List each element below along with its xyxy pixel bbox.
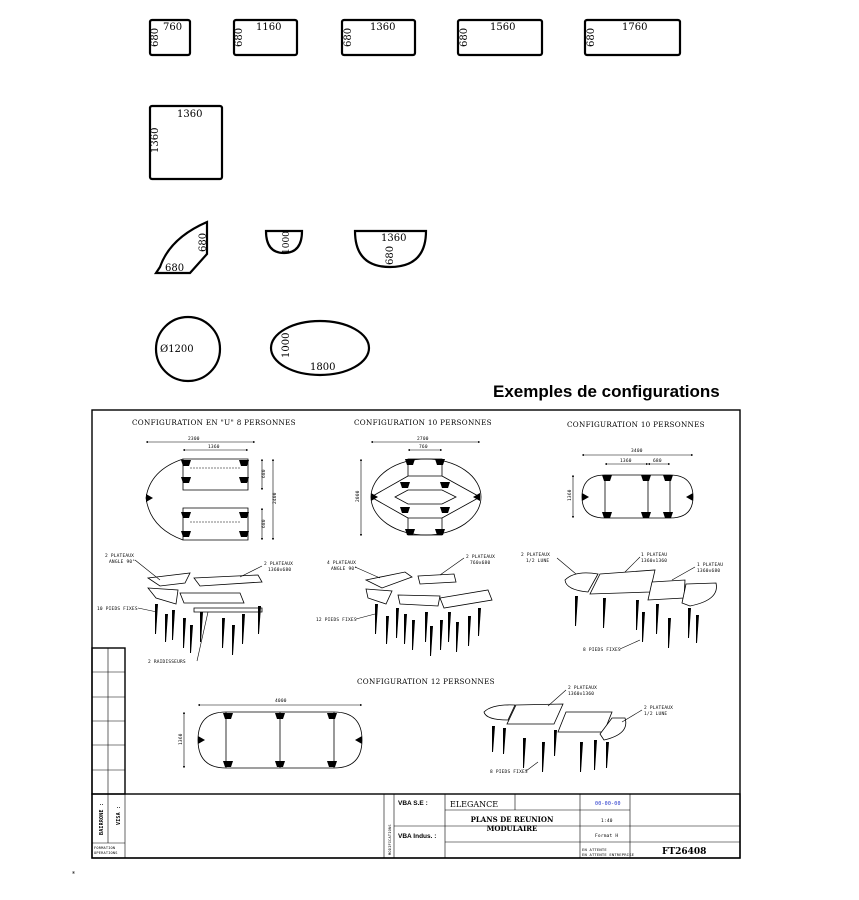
dim-height: 680 xyxy=(234,27,245,47)
config-title: CONFIGURATION 10 PERSONNES xyxy=(567,420,705,429)
dim-height: 680 xyxy=(459,27,470,47)
config-u-8 xyxy=(97,418,296,665)
dim-side: 1360 xyxy=(179,733,184,745)
label-bairrone: BAIRRONE : xyxy=(99,802,105,835)
label-plat: 2 PLATEAUX xyxy=(264,562,294,567)
dim-height: 680 xyxy=(343,27,354,47)
legs xyxy=(575,596,699,648)
reference: FT26408 xyxy=(662,847,707,857)
dim-top: 4000 xyxy=(275,699,287,704)
config-10-a xyxy=(316,418,495,656)
label-plat: 2 PLATEAUX xyxy=(568,686,598,691)
dim-v: 1000 xyxy=(282,231,292,254)
dim-side: 2400 xyxy=(273,492,278,504)
title-block xyxy=(92,794,740,858)
label-pieds: 12 PIEDS FIXES xyxy=(316,618,357,623)
dim-b: 680 xyxy=(262,519,267,528)
shape-corner-90 xyxy=(156,222,209,274)
dim-width: 1800 xyxy=(310,362,336,373)
label-pieds: 8 PIEDS FIXES xyxy=(583,648,621,653)
dim-width: 1560 xyxy=(490,22,516,33)
label-pieds: 8 PIEDS FIXES xyxy=(490,770,528,775)
dim-diameter: Ø1200 xyxy=(160,344,194,355)
plans-title: PLANS DE REUNION xyxy=(470,815,554,824)
dim-width: 1760 xyxy=(622,22,648,33)
shape-1360x1360 xyxy=(150,106,222,179)
label-plat: 2 PLATEAUX xyxy=(466,555,496,560)
label-formation: FORMATION xyxy=(94,846,116,850)
plans-title-2: MODULAIRE xyxy=(486,824,538,833)
dim-width: 760 xyxy=(163,22,183,33)
shape-quarter-moon xyxy=(266,231,302,254)
label-plat-2: 760x680 xyxy=(470,561,491,566)
date-value: 00-00-00 xyxy=(595,801,621,807)
label-plat1: 1 PLATEAU xyxy=(641,553,668,558)
dim-width: 1360 xyxy=(177,109,203,120)
dessine-1: EN ATTENTE xyxy=(582,847,607,852)
dessine-2: EN ATTENTE ENTREPRISE xyxy=(582,852,635,857)
shape-oval xyxy=(271,321,369,375)
label-angle: 4 PLATEAUX xyxy=(327,561,357,566)
dim-top: 2300 xyxy=(188,437,200,442)
section-heading: Exemples de configurations xyxy=(493,382,720,401)
shape-half-moon xyxy=(355,231,426,267)
label-raidisseurs: 2 RAIDISSEURS xyxy=(148,660,186,665)
label-angle-2: ANGLE 90° xyxy=(109,560,136,565)
label-plat1-2: 1360x1360 xyxy=(641,559,668,564)
shape-1360x680 xyxy=(342,20,415,55)
shape-1760x680 xyxy=(585,20,680,55)
label-plat2-2: 1360x680 xyxy=(697,569,721,574)
config-10-b xyxy=(521,420,723,653)
dim-width: 1160 xyxy=(256,22,282,33)
shape-1160x680 xyxy=(234,20,297,55)
config-title: CONFIGURATION 10 PERSONNES xyxy=(354,418,492,427)
dim-top: 3400 xyxy=(631,449,643,454)
label-lune-2: 1/2 LUNE xyxy=(526,559,550,564)
label-plat-2: 1360x1360 xyxy=(568,692,595,697)
config-12 xyxy=(178,677,673,775)
product-name: ELEGANCE xyxy=(450,800,499,809)
label-lune: 2 PLATEAUX xyxy=(644,706,674,711)
label-lune: 2 PLATEAUX xyxy=(521,553,551,558)
dim-top: 2700 xyxy=(417,437,429,442)
label-pieds: 10 PIEDS FIXES xyxy=(97,607,138,612)
dim-width: 1360 xyxy=(381,233,407,244)
label-angle-2: ANGLE 90° xyxy=(331,567,358,572)
dim-b: 680 xyxy=(198,232,209,252)
dim-b: 680 xyxy=(653,459,662,464)
dim-height: 680 xyxy=(586,27,597,47)
dim-inner: 760 xyxy=(419,445,428,450)
dim-height: 1000 xyxy=(281,332,292,358)
label-vba-se: VBA S.E : xyxy=(398,800,428,807)
dim-inner: 1360 xyxy=(208,445,220,450)
label-vba-indus: VBA Indus. : xyxy=(398,833,437,840)
legs xyxy=(492,726,609,772)
label-angle: 2 PLATEAUX xyxy=(105,554,135,559)
label-lune-2: 1/2 LUNE xyxy=(644,712,668,717)
dim-side: 2000 xyxy=(356,490,361,502)
dim-a: 680 xyxy=(262,469,267,478)
dim-height: 680 xyxy=(150,27,161,47)
config-title: CONFIGURATION 12 PERSONNES xyxy=(357,677,495,686)
dim-side: 1360 xyxy=(568,489,573,501)
dim-a: 1360 xyxy=(620,459,632,464)
revision-grid xyxy=(92,648,125,794)
dim-a: 680 xyxy=(165,263,185,274)
format-value: Format H xyxy=(595,834,619,839)
shape-circle xyxy=(156,317,220,381)
shape-760x680 xyxy=(150,20,190,55)
label-plat-2: 1360x680 xyxy=(268,568,292,573)
shape-1560x680 xyxy=(458,20,542,55)
scale-value: 1:40 xyxy=(601,819,613,824)
dim-height: 1360 xyxy=(150,127,161,153)
label-formation-2: OPERATIONS xyxy=(94,851,118,855)
dim-width: 1360 xyxy=(370,22,396,33)
label-plat2: 1 PLATEAU xyxy=(697,563,724,568)
config-title: CONFIGURATION EN "U" 8 PERSONNES xyxy=(132,418,296,427)
label-modifications: MODIFICATIONS xyxy=(388,824,392,855)
legs xyxy=(375,604,481,656)
dim-height: 680 xyxy=(385,245,396,265)
corner-mark: * xyxy=(72,871,75,878)
label-visa: VISA : xyxy=(116,805,122,825)
